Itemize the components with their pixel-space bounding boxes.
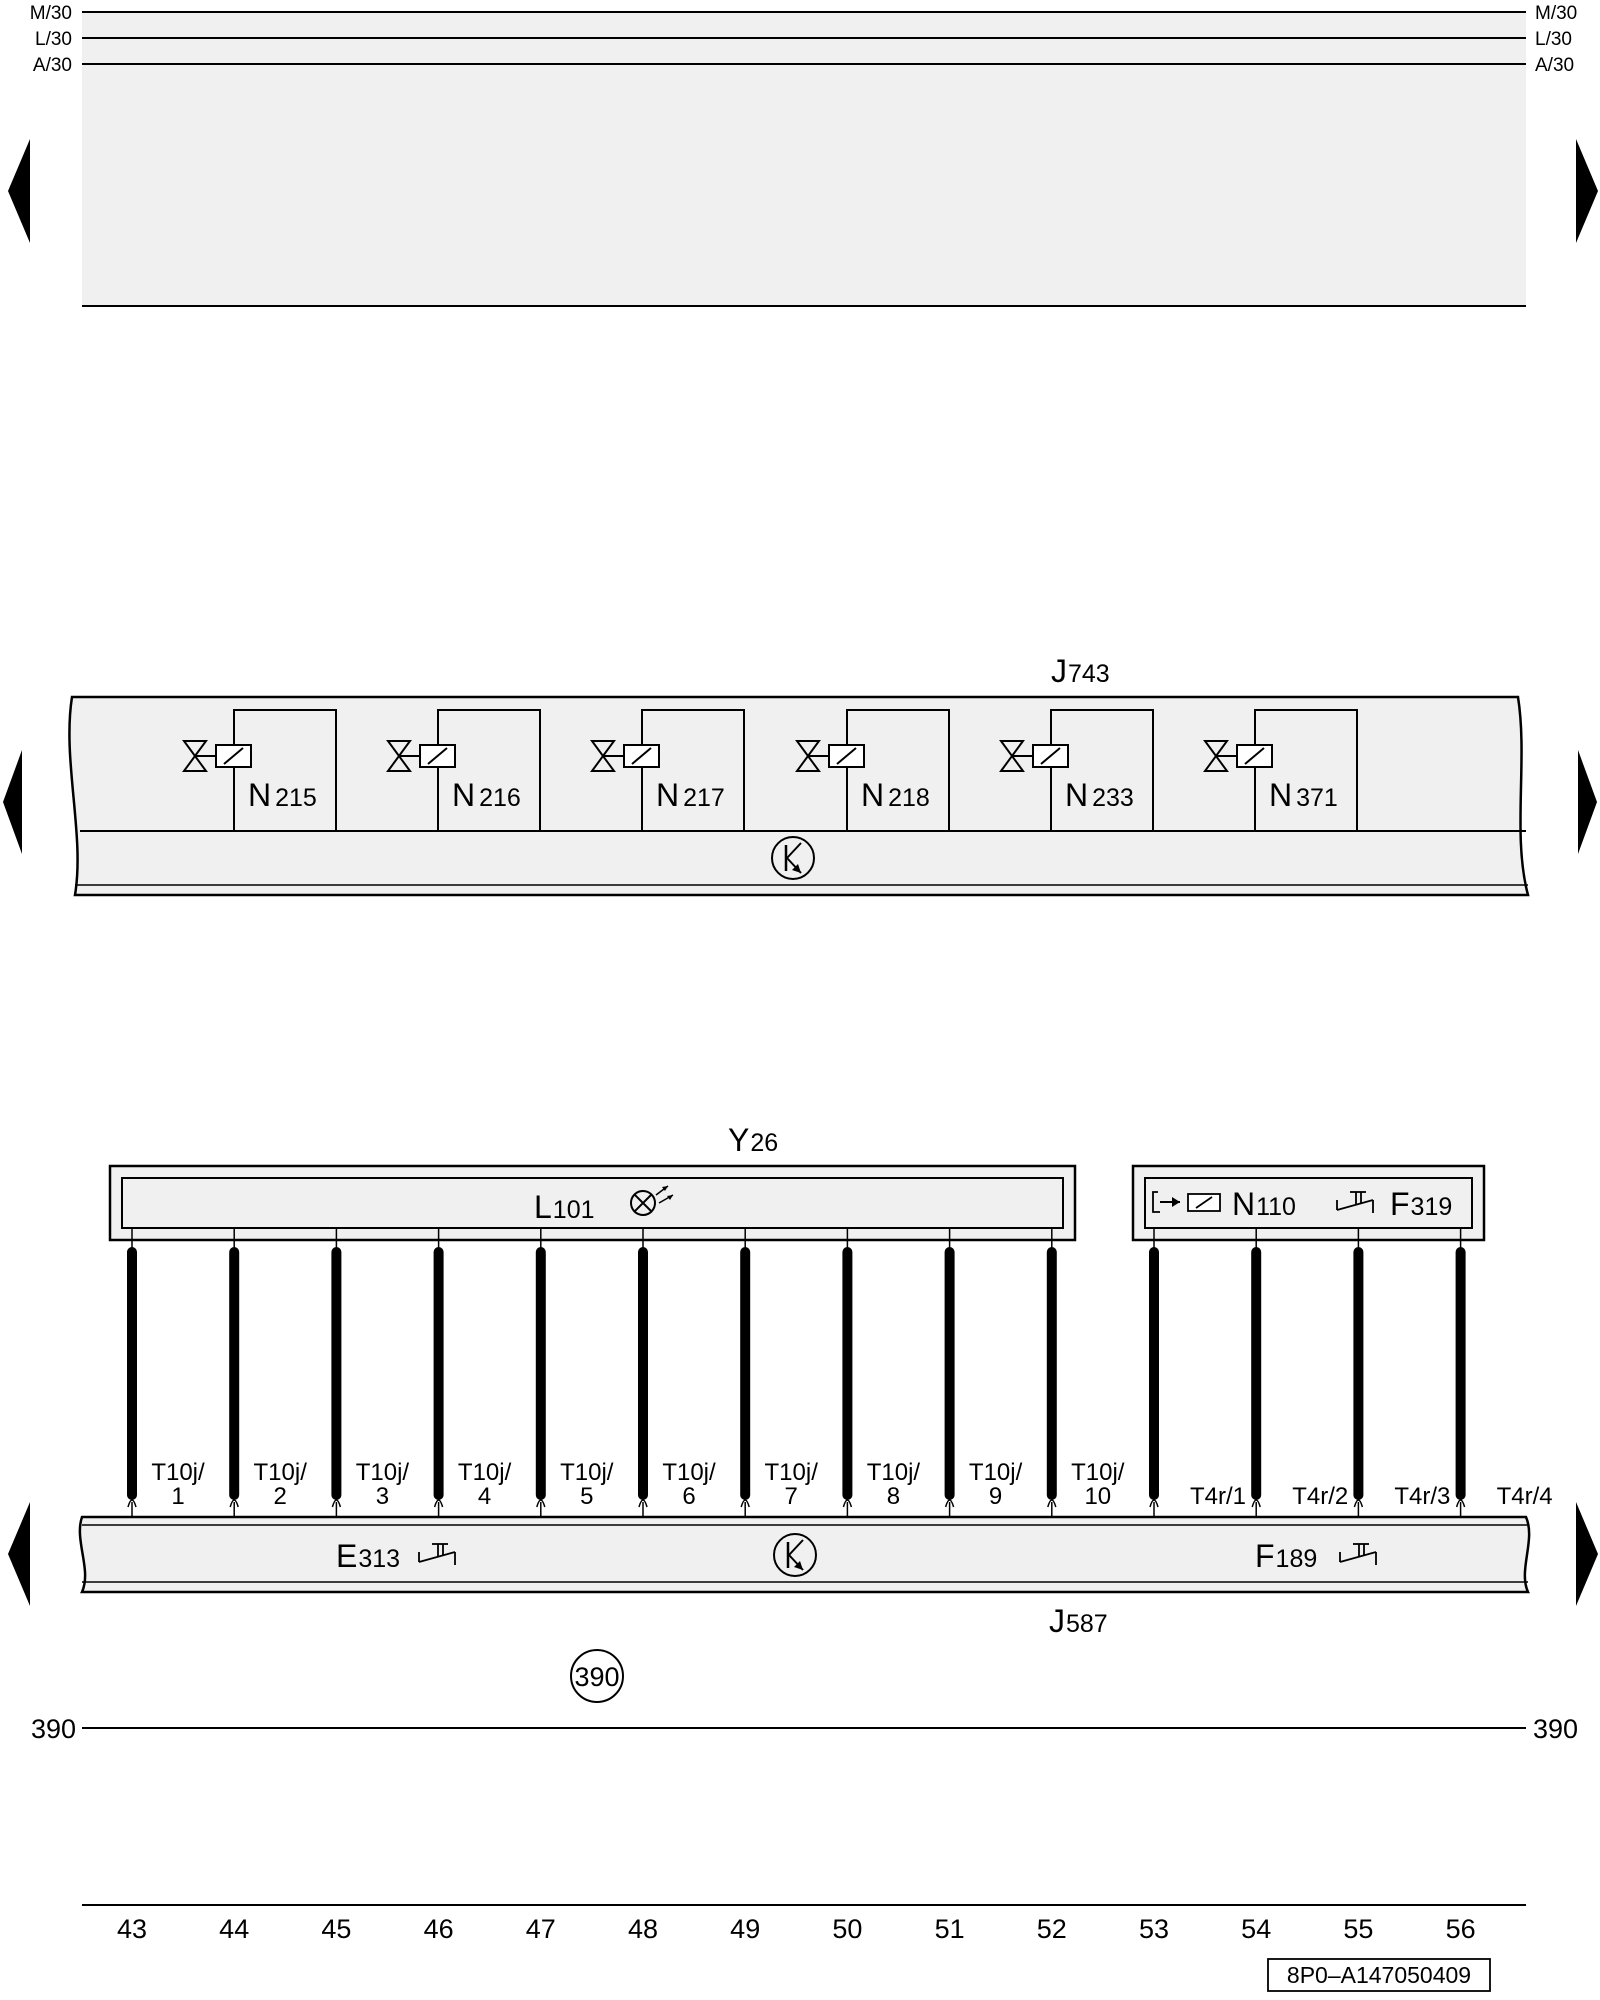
column-number: 48: [627, 1914, 659, 1944]
pin-label: T10j/ 5: [560, 1459, 614, 1510]
continue-left-arrow-icon[interactable]: [3, 750, 22, 854]
wire-10: [1047, 1228, 1125, 1525]
wire-13: [1353, 1228, 1450, 1525]
wire-2: [229, 1228, 307, 1525]
wire-6: [638, 1228, 716, 1525]
continue-right-arrow-icon[interactable]: [1578, 750, 1597, 854]
rail-label-l30-left: L/30: [35, 29, 72, 50]
continue-right-arrow-icon[interactable]: [1576, 139, 1598, 243]
wire-11: [1149, 1228, 1246, 1525]
wire-harness-segment[interactable]: [331, 1247, 341, 1500]
wire-9: [945, 1228, 1023, 1525]
pin-label: T10j/ 6: [662, 1459, 716, 1510]
wire-harness-segment[interactable]: [740, 1247, 750, 1500]
switch-f319-label: F319: [1390, 1186, 1453, 1222]
pin-label: T4r/1: [1190, 1483, 1247, 1510]
rail-label-a30-right: A/30: [1535, 55, 1575, 76]
column-number: 51: [934, 1914, 965, 1944]
valve-label: N 215: [248, 777, 317, 813]
wire-1: [127, 1228, 205, 1525]
wire-harness-segment[interactable]: [1149, 1247, 1159, 1500]
pin-label: T4r/2: [1292, 1483, 1349, 1510]
pin-label: T10j/ 2: [253, 1459, 307, 1510]
pin-label: T10j/ 8: [866, 1459, 921, 1510]
wire-4: [434, 1228, 512, 1525]
column-number: 46: [423, 1914, 454, 1944]
pin-label: T10j/ 4: [457, 1459, 512, 1510]
column-number: 47: [525, 1914, 556, 1944]
column-number: 43: [116, 1914, 148, 1944]
column-number: 54: [1241, 1914, 1272, 1944]
ground-ref-label: 390: [574, 1662, 620, 1692]
wire-harness-segment[interactable]: [1456, 1247, 1466, 1500]
wire-harness-segment[interactable]: [945, 1247, 955, 1500]
wire-8: [842, 1228, 920, 1525]
switch-f189-label: F189: [1255, 1538, 1318, 1574]
wire-7: [740, 1228, 818, 1525]
pin-label: T10j/ 10: [1071, 1459, 1125, 1510]
pin-label: T10j/ 3: [355, 1459, 410, 1510]
pin-label: T4r/3: [1394, 1483, 1451, 1510]
column-numbers: [117, 1914, 1476, 1944]
continue-left-arrow-icon[interactable]: [8, 139, 30, 243]
wire-harness-segment[interactable]: [434, 1247, 444, 1500]
column-number: 44: [219, 1914, 250, 1944]
module-y26-label: Y26: [728, 1122, 779, 1158]
pin-label: T4r/4: [1496, 1483, 1553, 1510]
rail-label-m30-right: M/30: [1535, 3, 1578, 24]
wire-harness-segment[interactable]: [1047, 1247, 1057, 1500]
column-number: 52: [1036, 1914, 1067, 1944]
wire-12: [1251, 1228, 1348, 1525]
valve-label: N 233: [1065, 777, 1134, 813]
wire-harness-segment[interactable]: [638, 1247, 648, 1500]
module-j587-label: J587: [1049, 1603, 1108, 1639]
module-j743-label: J743: [1051, 653, 1110, 689]
rail-label-a30-left: A/30: [32, 55, 72, 76]
column-number: 53: [1138, 1914, 1170, 1944]
valve-label: N 217: [656, 777, 725, 813]
wire-harness-segment[interactable]: [127, 1247, 137, 1500]
rail-390-label-left: 390: [30, 1714, 76, 1744]
pin-label: T10j/ 9: [968, 1459, 1023, 1510]
pin-label: T10j/ 7: [764, 1459, 818, 1510]
column-number: 50: [832, 1914, 863, 1944]
wire-layer: [127, 1228, 1553, 1525]
wire-harness-segment[interactable]: [1251, 1247, 1261, 1500]
valve-n110-label: N110: [1232, 1186, 1296, 1222]
valve-label: N 216: [452, 777, 521, 813]
continue-right-arrow-icon[interactable]: [1576, 1502, 1598, 1606]
valve-label: N 218: [861, 777, 930, 813]
column-number: 45: [321, 1914, 352, 1944]
switch-e313-label: E313: [336, 1538, 401, 1574]
lamp-l101-label: L101: [534, 1189, 595, 1225]
diagram-code: 8P0–A147050409: [1286, 1962, 1472, 1988]
rail-390-label-right: 390: [1533, 1714, 1579, 1744]
wire-harness-segment[interactable]: [842, 1247, 852, 1500]
wire-harness-segment[interactable]: [1353, 1247, 1363, 1500]
upper-gray-panel: [82, 12, 1526, 306]
wire-harness-segment[interactable]: [536, 1247, 546, 1500]
column-number: 56: [1445, 1914, 1476, 1944]
module-j587: [80, 1517, 1529, 1639]
pin-label: T10j/ 1: [151, 1459, 205, 1510]
column-number: 49: [730, 1914, 761, 1944]
valve-label: N 371: [1269, 777, 1338, 813]
wire-harness-segment[interactable]: [229, 1247, 239, 1500]
wire-5: [536, 1228, 614, 1525]
wire-3: [331, 1228, 409, 1525]
column-number: 55: [1343, 1914, 1374, 1944]
wire-14: [1456, 1228, 1553, 1525]
module-j743: [69, 653, 1528, 895]
rail-label-l30-right: L/30: [1535, 29, 1572, 50]
continue-left-arrow-icon[interactable]: [8, 1502, 30, 1606]
rail-label-m30-left: M/30: [29, 3, 72, 24]
